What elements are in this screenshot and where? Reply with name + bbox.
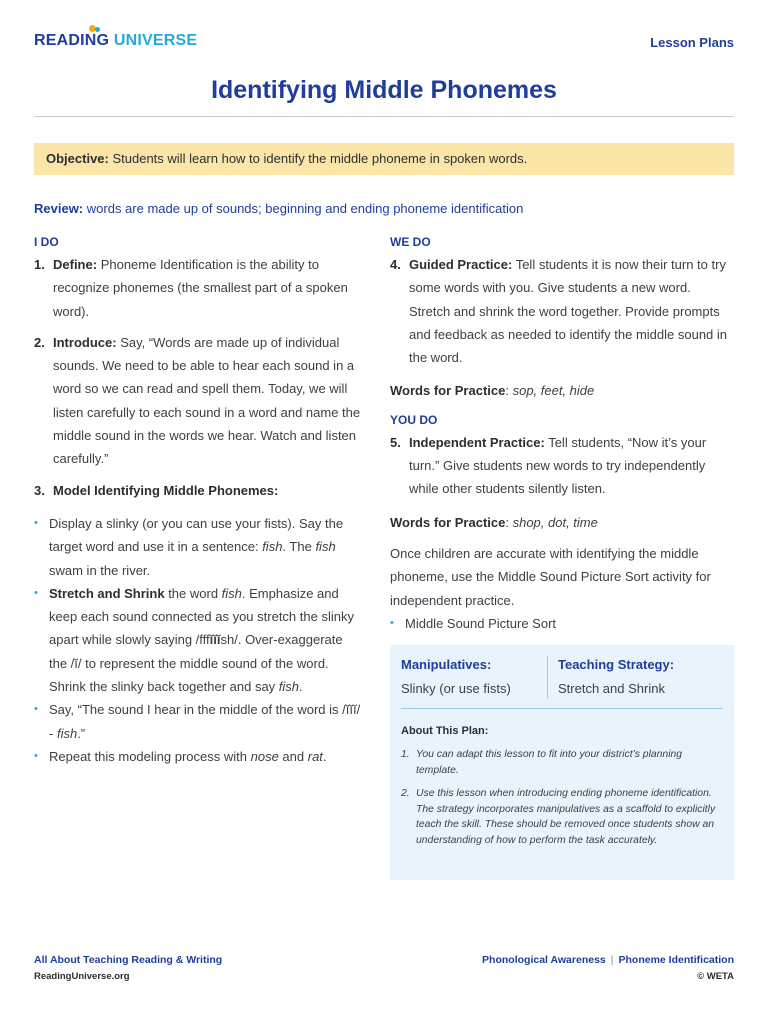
teaching-strategy-value: Stretch and Shrink	[558, 681, 665, 696]
step-text: Tell students it is now their turn to try some words with you. Give students a new word. Stretch and shrink the word together. Provide prompts and feedback as needed to identify the middle sound in the word.	[409, 257, 728, 366]
bullet-icon: •	[34, 749, 38, 762]
manipulatives-label: Manipulatives:	[401, 657, 492, 672]
list-item	[401, 786, 721, 848]
words-label: Words for Practice	[390, 383, 506, 399]
list-item	[34, 512, 364, 582]
review-label: Review:	[34, 201, 84, 216]
footer-site-title: All About Teaching Reading & Writing	[34, 954, 223, 966]
title-divider	[34, 116, 734, 117]
bullet-italic: fish	[278, 679, 300, 695]
manipulatives-value: Slinky (or use fists)	[401, 681, 511, 696]
words-for-practice-we-do	[390, 379, 735, 402]
bullet-text: . The	[282, 539, 316, 555]
plan-info-box	[390, 645, 734, 880]
bullet-text: and	[278, 748, 308, 764]
step-number: 3.	[34, 482, 45, 498]
step-number: 2.	[34, 334, 45, 350]
page-title: Identifying Middle Phonemes	[211, 76, 557, 104]
bullet-text: swam in the river.	[49, 562, 151, 578]
logo-text-universe: UNIVERSE	[113, 32, 198, 49]
step-text: Phoneme Identification is the ability to recognize phonemes (the smallest part of a spoken word).	[53, 257, 348, 319]
step-introduce	[34, 331, 364, 471]
words-for-practice-you-do	[390, 511, 735, 534]
practice-words: shop, dot, time	[512, 514, 598, 530]
step-define	[34, 253, 364, 323]
bullet-text: . Emphasize and keep each sound connected as you stretch the slinky apart while slowly saying /fff	[49, 585, 354, 648]
i-do-column	[34, 233, 364, 768]
you-do-heading: YOU DO	[390, 412, 438, 427]
list-item	[401, 747, 721, 778]
bullet-italic: fish	[315, 539, 336, 555]
footer-category-phonological-awareness[interactable]: Phonological Awareness	[482, 954, 606, 966]
footer-separator: |	[610, 954, 614, 966]
bullet-icon: •	[34, 586, 38, 599]
words-colon: :	[505, 383, 513, 399]
bullet-italic: rat	[307, 748, 323, 764]
bullet-label: Stretch and Shrink	[49, 585, 165, 601]
list-item	[34, 745, 364, 768]
item-text: You can adapt this lesson to fit into your district’s planning template.	[416, 749, 683, 776]
words-label: Words for Practice	[390, 514, 506, 530]
about-plan-heading: About This Plan:	[401, 725, 489, 737]
independent-practice-paragraph: Once children are accurate with identifying the middle phoneme, use the Middle Sound Picture Sort activity for independent practice.	[390, 545, 711, 608]
i-do-heading: I DO	[34, 235, 59, 249]
review-text: words are made up of sounds; beginning and ending phoneme identification	[86, 201, 524, 216]
step-label: Guided Practice:	[409, 257, 513, 272]
bullet-icon: •	[34, 516, 38, 529]
step-number: 1.	[34, 257, 45, 272]
bullet-bold: ĭĭĭ	[209, 632, 221, 648]
step-label: Introduce:	[53, 334, 117, 350]
logo-text-reading: READING	[34, 32, 110, 49]
bullet-text: .	[299, 679, 303, 695]
objective-label: Objective:	[46, 151, 109, 166]
middle-sound-picture-sort-link[interactable]: Middle Sound Picture Sort	[405, 615, 557, 631]
list-item	[34, 582, 364, 698]
practice-words: sop, feet, hide	[512, 383, 595, 399]
reading-universe-logo[interactable]	[34, 32, 197, 50]
bullet-text: Say, “The sound I hear in the middle of the word is /ĭĭĭ/ -	[49, 702, 361, 741]
item-number: 2.	[401, 788, 410, 800]
step-number: 5.	[390, 434, 401, 450]
step-number: 4.	[390, 257, 401, 272]
list-item	[390, 612, 735, 635]
step-label: Model Identifying Middle Phonemes:	[53, 482, 279, 498]
box-vertical-divider	[547, 656, 548, 698]
we-do-heading: WE DO	[390, 235, 431, 249]
review-line	[34, 201, 523, 216]
bullet-italic: fish	[221, 585, 242, 601]
bullet-italic: fish	[56, 725, 78, 741]
we-do-you-do-column	[390, 233, 735, 635]
bullet-italic: nose	[250, 748, 279, 764]
objective-banner	[34, 143, 734, 175]
step-guided-practice	[390, 253, 735, 369]
step-label: Define:	[53, 257, 98, 272]
step-text: Tell students, “Now it’s your turn.” Give students new words to try independently while other students silently listen.	[409, 434, 707, 497]
bullet-text: the word	[164, 585, 222, 601]
item-text: Use this lesson when introducing ending phoneme identification. The strategy incorporates manipulatives as a scaffold to explicitly teach the skill. These should be removed once students show an understanding of how to perform the task accurately.	[416, 788, 716, 846]
bullet-text: .”	[77, 725, 86, 741]
box-divider	[401, 708, 723, 709]
footer-copyright: © WETA	[697, 971, 734, 982]
item-number: 1.	[401, 749, 410, 760]
lesson-plans-link[interactable]: Lesson Plans	[650, 35, 734, 50]
footer-category-phoneme-identification[interactable]: Phoneme Identification	[618, 954, 734, 966]
bullet-icon: •	[34, 703, 38, 716]
step-model	[34, 479, 364, 502]
bullet-text: sh/. Over-exaggerate the /ĭ/ to represent the middle sound of the word. Shrink the slinky back together and say	[49, 632, 343, 695]
bullet-icon: •	[390, 616, 394, 629]
bullet-italic: fish	[262, 539, 283, 555]
teaching-strategy-label: Teaching Strategy:	[558, 657, 675, 672]
objective-text: Students will learn how to identify the middle phoneme in spoken words.	[112, 151, 528, 166]
about-plan-list	[401, 747, 721, 857]
footer-site-url[interactable]: ReadingUniverse.org	[34, 971, 130, 982]
step-independent-practice	[390, 431, 735, 501]
words-colon: :	[505, 514, 513, 530]
list-item	[34, 698, 364, 745]
footer-categories	[482, 954, 734, 966]
bullet-text: Repeat this modeling process with	[49, 748, 251, 764]
step-label: Independent Practice:	[409, 434, 545, 450]
step-text: Say, “Words are made up of individual sounds. We need to be able to hear each sound in a word so we can read and spell them. Today, we will listen carefully to each sound in a word and name the middle sound in the words we hear. Watch and listen carefully.”	[53, 334, 361, 467]
bullet-text: .	[322, 748, 327, 764]
bullet-text: Display a slinky (or you can use your fists). Say the target word and use it in a sentence:	[49, 515, 344, 555]
